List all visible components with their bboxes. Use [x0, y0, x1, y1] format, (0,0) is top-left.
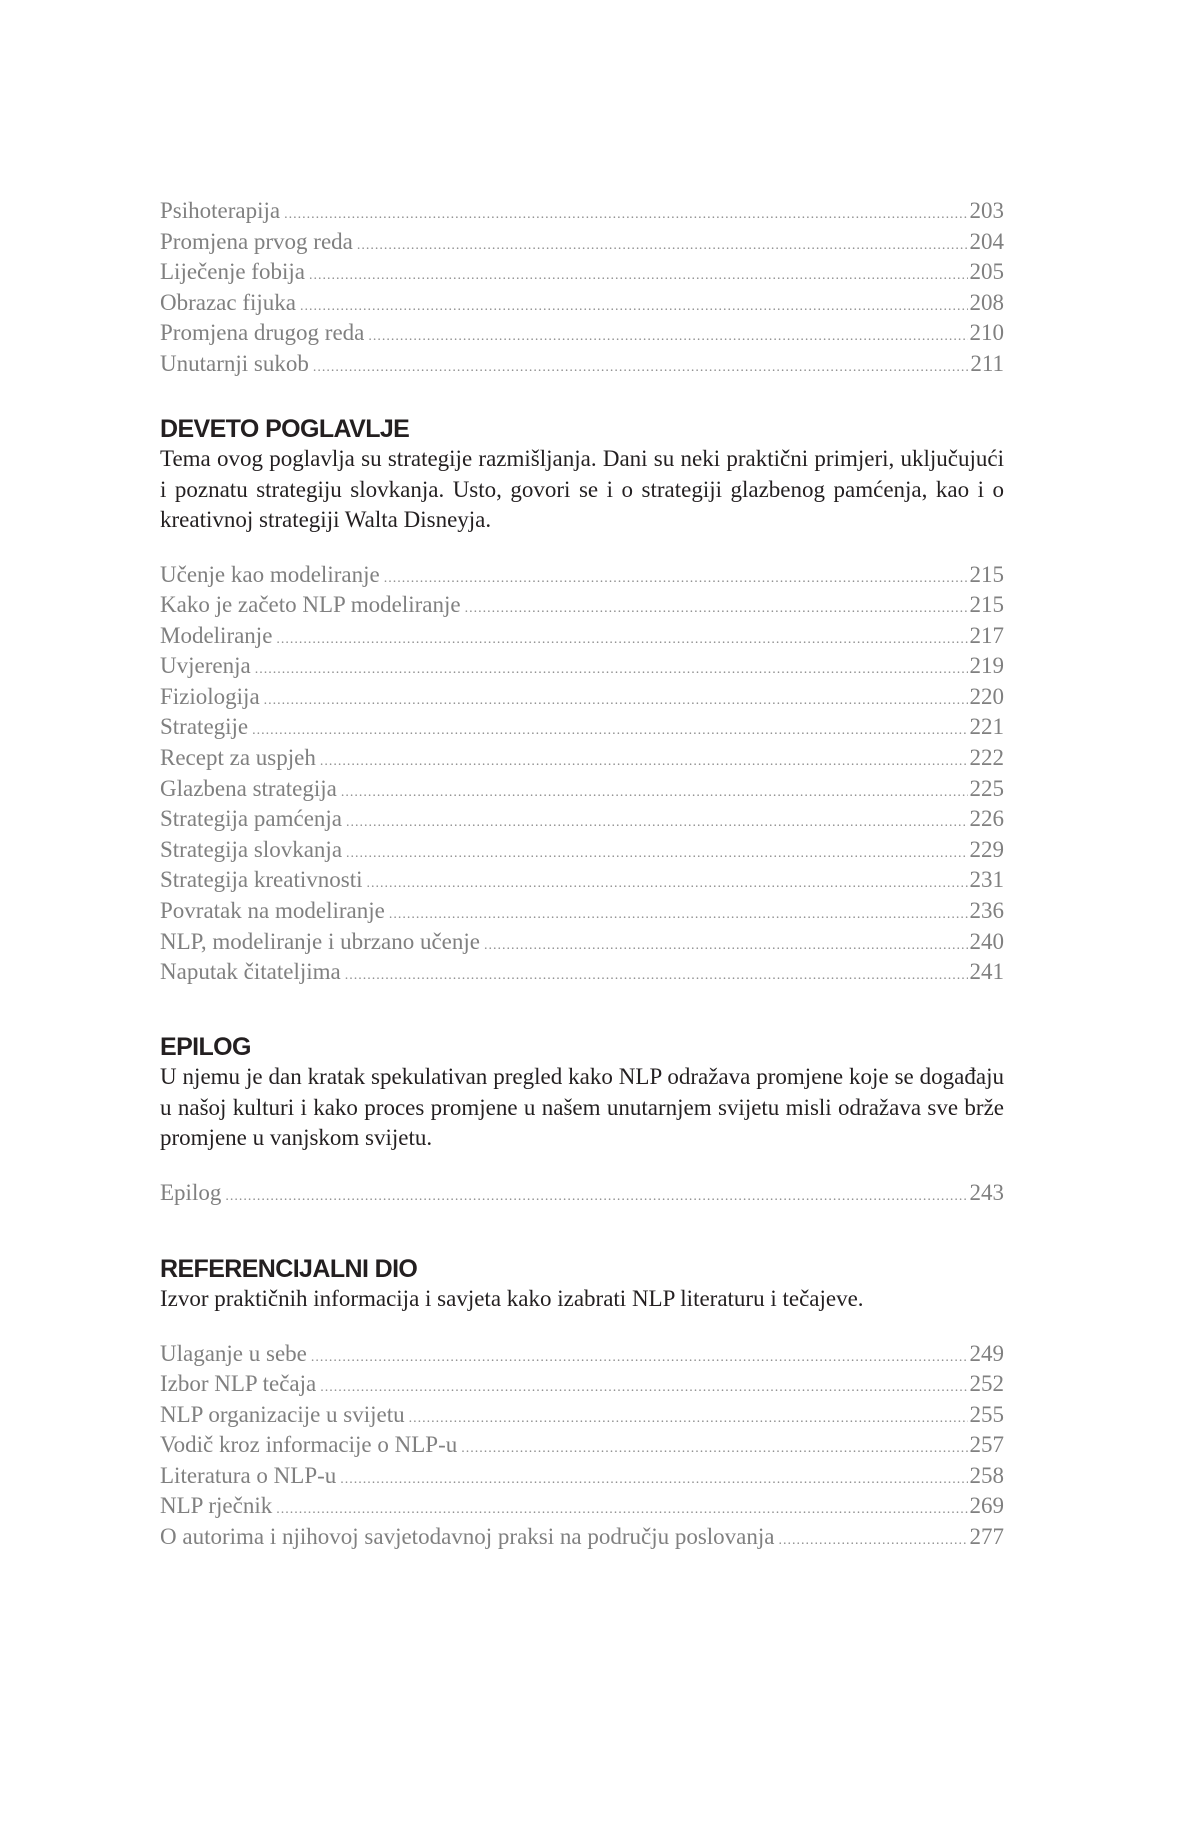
dot-leader [309, 261, 968, 288]
toc-section-reference [160, 1254, 1004, 1553]
toc-entry-title: Vodič kroz informacije o NLP-u [160, 1432, 458, 1458]
dot-leader [320, 1373, 967, 1400]
dot-leader [255, 655, 968, 682]
toc-entry-page: 204 [969, 228, 1004, 254]
toc-entry-page: 236 [969, 898, 1004, 924]
toc-entry-page: 277 [969, 1524, 1004, 1550]
toc-entry[interactable] [160, 682, 1004, 713]
toc-entry[interactable] [160, 1178, 1004, 1209]
toc-entry[interactable] [160, 1369, 1004, 1400]
toc-entry-title: NLP rječnik [160, 1493, 273, 1519]
dot-leader [384, 564, 968, 591]
toc-entry[interactable] [160, 257, 1004, 288]
dot-leader [779, 1526, 968, 1553]
toc-entry-title: Psihoterapija [160, 198, 281, 223]
section-heading: EPILOG [160, 1033, 251, 1061]
toc-entry-title: O autorima i njihovoj savjetodavnoj praksi na području poslovanja [160, 1524, 775, 1550]
toc-entry-page: 211 [970, 350, 1004, 376]
toc-entry-title: Izbor NLP tečaja [160, 1371, 317, 1397]
toc-entry-title: Liječenje fobija [160, 259, 305, 285]
toc-entry[interactable] [160, 835, 1004, 866]
toc-entry-title: Uvjerenja [160, 653, 251, 679]
dot-leader [461, 1434, 967, 1461]
toc-entry-title: Učenje kao modeliranje [160, 561, 380, 587]
toc-entry[interactable] [160, 1461, 1004, 1492]
toc-entry[interactable] [160, 865, 1004, 896]
dot-leader [313, 353, 968, 380]
toc-entry-title: Strategija pamćenja [160, 806, 343, 832]
toc-list [160, 196, 1004, 380]
toc-entry-page: 217 [969, 622, 1004, 648]
toc-entry-page: 243 [969, 1179, 1004, 1205]
section-description: Tema ovog poglavlja su strategije razmišljanja. Dani su neki praktični primjeri, uključujući i poznatu strategiju slovkanja. Usto, govori se i o strategiji glazbenog pamćenja, kao i o kreativnoj strategiji Walta Disneyja. [160, 446, 1004, 532]
toc-list [160, 560, 1004, 988]
toc-entry-title: Naputak čitateljima [160, 959, 341, 985]
toc-entry[interactable] [160, 1430, 1004, 1461]
toc-entry-title: Obrazac fijuka [160, 289, 297, 315]
toc-list [160, 1178, 1004, 1209]
toc-entry-page: 231 [969, 867, 1004, 893]
toc-entry-page: 208 [969, 289, 1004, 315]
toc-entry-page: 221 [969, 714, 1004, 740]
toc-entry-title: Strategija kreativnosti [160, 867, 363, 893]
toc-entry-title: Unutarnji sukob [160, 350, 309, 376]
toc-entry[interactable] [160, 804, 1004, 835]
toc-entry-title: Modeliranje [160, 622, 273, 648]
section-heading: REFERENCIJALNI DIO [160, 1255, 418, 1283]
toc-entry[interactable] [160, 712, 1004, 743]
toc-entry[interactable] [160, 927, 1004, 958]
toc-entry-title: NLP, modeliranje i ubrzano učenje [160, 928, 480, 954]
toc-list [160, 1339, 1004, 1553]
toc-entry[interactable] [160, 1400, 1004, 1431]
toc-entry-title: Kako je začeto NLP modeliranje [160, 592, 461, 618]
toc-entry-title: Strategije [160, 714, 249, 740]
dot-leader [345, 961, 968, 988]
section-heading: DEVETO POGLAVLJE [160, 415, 410, 443]
dot-leader [389, 900, 968, 927]
toc-entry-title: Ulaganje u sebe [160, 1340, 307, 1366]
toc-entry-page: 252 [969, 1371, 1004, 1397]
toc-entry-page: 257 [969, 1432, 1004, 1458]
toc-entry-page: 240 [969, 928, 1004, 954]
toc-entry-page: 249 [969, 1340, 1004, 1366]
toc-entry-page: 255 [969, 1401, 1004, 1427]
toc-entry[interactable] [160, 1491, 1004, 1522]
dot-leader [484, 931, 968, 958]
dot-leader [340, 1465, 967, 1492]
dot-leader [276, 625, 967, 652]
toc-entry-page: 215 [969, 592, 1004, 618]
toc-entry-page: 210 [969, 320, 1004, 346]
toc-entry-title: Literatura o NLP-u [160, 1462, 337, 1488]
dot-leader [225, 1182, 967, 1209]
toc-entry-title: NLP organizacije u svijetu [160, 1401, 405, 1427]
toc-entry-page: 215 [969, 561, 1004, 587]
toc-entry[interactable] [160, 896, 1004, 927]
toc-entry[interactable] [160, 318, 1004, 349]
toc-section-continuation [160, 196, 1004, 380]
toc-entry-page: 205 [969, 259, 1004, 285]
dot-leader [409, 1404, 968, 1431]
toc-entry[interactable] [160, 560, 1004, 591]
dot-leader [357, 231, 968, 258]
toc-entry[interactable] [160, 1522, 1004, 1553]
dot-leader [465, 594, 968, 621]
toc-entry[interactable] [160, 621, 1004, 652]
dot-leader [366, 869, 967, 896]
toc-section-epilog [160, 1032, 1004, 1208]
toc-entry[interactable] [160, 349, 1004, 380]
section-description: Izvor praktičnih informacija i savjeta kako izabrati NLP literaturu i tečajeve. [160, 1286, 864, 1311]
toc-entry[interactable] [160, 957, 1004, 988]
dot-leader [346, 839, 967, 866]
toc-entry-page: 269 [969, 1493, 1004, 1519]
toc-entry-page: 220 [969, 683, 1004, 709]
toc-entry-page: 225 [969, 775, 1004, 801]
dot-leader [368, 322, 967, 349]
toc-entry[interactable] [160, 1339, 1004, 1370]
dot-leader [341, 778, 968, 805]
section-description: U njemu je dan kratak spekulativan pregled kako NLP odražava promjene koje se događaju u našoj kulturi i kako proces promjene u našem unutarnjem svijetu misli odražava sve brže promjene u vanjskom svijetu. [160, 1064, 1004, 1150]
toc-entry-title: Promjena prvog reda [160, 228, 353, 254]
toc-entry-page: 226 [969, 806, 1004, 832]
dot-leader [252, 716, 967, 743]
dot-leader [346, 808, 967, 835]
toc-section-chapter-nine [160, 414, 1004, 988]
toc-entry-title: Fiziologija [160, 683, 260, 709]
toc-entry[interactable] [160, 743, 1004, 774]
dot-leader [276, 1495, 967, 1522]
toc-entry-page: 229 [969, 836, 1004, 862]
dot-leader [284, 200, 967, 227]
dot-leader [311, 1343, 968, 1370]
dot-leader [320, 747, 968, 774]
toc-entry-title: Recept za uspjeh [160, 745, 316, 771]
toc-entry-page: 222 [969, 745, 1004, 771]
toc-entry-page: 219 [969, 653, 1004, 679]
toc-entry-title: Promjena drugog reda [160, 320, 365, 346]
toc-entry-title: Strategija slovkanja [160, 836, 343, 862]
toc-entry-page: 258 [969, 1462, 1004, 1488]
toc-entry[interactable] [160, 590, 1004, 621]
toc-entry[interactable] [160, 774, 1004, 805]
dot-leader [264, 686, 968, 713]
toc-entry[interactable] [160, 651, 1004, 682]
toc-entry-title: Povratak na modeliranje [160, 898, 385, 924]
toc-entry-title: Epilog [160, 1179, 222, 1205]
toc-entry-title: Glazbena strategija [160, 775, 337, 801]
toc-entry[interactable] [160, 288, 1004, 319]
toc-entry-page: 203 [969, 198, 1004, 223]
toc-entry-page: 241 [969, 959, 1004, 985]
toc-entry[interactable] [160, 227, 1004, 258]
dot-leader [300, 292, 967, 319]
toc-entry[interactable] [160, 196, 1004, 227]
